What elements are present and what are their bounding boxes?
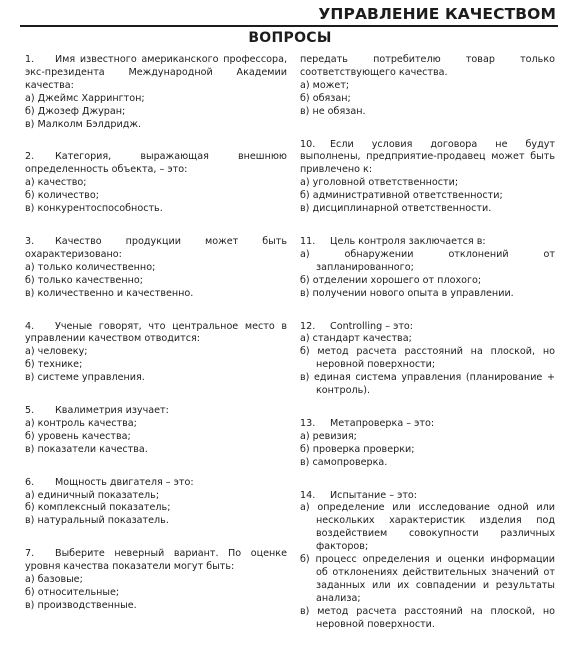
option: в) получении нового опыта в управлении. [300, 287, 514, 299]
option: в) самопроверка. [300, 456, 388, 468]
option: в) дисциплинарной ответственности. [300, 203, 492, 215]
option: б) технике; [25, 359, 83, 371]
question-text: Мощность двигателя – это: [55, 476, 194, 488]
question-14 [300, 490, 555, 632]
header-rule [20, 25, 558, 27]
question-number: 2. [25, 151, 35, 163]
option: в) не обязан. [300, 105, 366, 117]
question-text: Если условия договора не будут выполнены, предприятие-продавец может быть привлечено к: [300, 138, 555, 176]
question-number: 7. [25, 548, 35, 560]
option: б) количество; [25, 190, 99, 202]
question-12 [300, 321, 555, 398]
options-list [300, 431, 555, 470]
options-list [25, 418, 287, 457]
option: в) Малколм Бэлдридж. [25, 118, 142, 130]
options-list [25, 177, 287, 216]
option: а) Джеймс Харрингтон; [25, 92, 145, 104]
question-text: передать потребителю товар только соответствующего качества. [300, 54, 555, 78]
option: б) комплексный показатель; [25, 502, 171, 514]
question-text: Категория, выражающая внешнюю определенность объекта, – это: [25, 151, 287, 176]
option: б) отделении хорошего от плохого; [300, 274, 482, 286]
option: б) только качественно; [25, 274, 143, 286]
question-3 [25, 236, 287, 301]
option: в) метод расчета расстояний на плоской, но неровной поверхности. [300, 605, 555, 630]
question-number: 1. [25, 54, 35, 65]
question-number: 6. [25, 476, 35, 488]
option: а) контроль качества; [25, 417, 137, 429]
question-8-continuation [300, 54, 555, 119]
right-column [300, 54, 555, 652]
option: в) единая система управления (планирование + контроль). [300, 372, 555, 397]
question-number: 13. [300, 417, 316, 429]
options-list [300, 177, 555, 216]
question-13 [300, 418, 555, 470]
option: б) административной ответственности; [300, 190, 503, 202]
option: а) человеку; [25, 346, 88, 358]
question-number: 12. [300, 320, 316, 332]
options-list [300, 502, 555, 631]
options-list [300, 333, 555, 398]
options-list [25, 262, 287, 301]
question-text: Испытание – это: [330, 489, 418, 501]
option: а) единичный показатель; [25, 489, 160, 501]
options-list [300, 80, 555, 119]
option: б) процесс определения и оценки информации об отклонениях действительных значений от заданных или их совпадении и результаты анализа; [300, 554, 555, 604]
option: б) относительные; [25, 587, 120, 598]
option: б) проверка проверки; [300, 443, 415, 455]
question-text: Метапроверка – это: [330, 417, 435, 429]
options-list [25, 346, 287, 385]
option: а) обнаружении отклонений от запланированного; [300, 248, 555, 273]
options-list [25, 93, 287, 132]
question-number: 10. [300, 138, 316, 150]
option: а) определение или исследование одной или нескольких характеристик изделия под воздействием совокупности различных факторов; [300, 502, 555, 553]
question-text: Квалиметрия изучает: [55, 405, 169, 417]
option: а) базовые; [25, 574, 83, 586]
question-4 [25, 321, 287, 386]
options-list [300, 249, 555, 301]
option: б) Джозеф Джуран; [25, 105, 126, 117]
question-number: 5. [25, 405, 35, 417]
header-title: УПРАВЛЕНИЕ КАЧЕСТВОМ [318, 5, 556, 23]
question-text: Качество продукции может быть охарактеризовано: [25, 235, 287, 260]
options-list [25, 574, 287, 613]
option: б) обязан; [300, 92, 351, 104]
question-6 [25, 477, 287, 529]
question-11 [300, 236, 555, 301]
option: а) может; [300, 79, 350, 91]
question-text: Имя известного американского профессора, экс-президента Международной Академии качества: [25, 54, 287, 91]
question-text: Controlling – это: [330, 320, 414, 332]
option: а) уголовной ответственности; [300, 177, 459, 189]
question-7 [25, 548, 287, 613]
question-number: 11. [300, 235, 316, 247]
option: в) количественно и качественно. [25, 287, 194, 299]
option: в) системе управления. [25, 372, 145, 384]
section-title: ВОПРОСЫ [248, 30, 332, 46]
option: в) натуральный показатель. [25, 515, 169, 527]
question-number: 14. [300, 489, 316, 501]
option: в) производственные. [25, 599, 137, 611]
question-text: Ученые говорят, что центральное место в управлении качеством отводится: [25, 320, 287, 345]
option: а) ревизия; [300, 430, 357, 442]
option: а) качество; [25, 177, 87, 189]
question-10 [300, 139, 555, 216]
question-2 [25, 151, 287, 216]
left-column [25, 54, 287, 633]
question-number: 3. [25, 235, 35, 247]
question-5 [25, 405, 287, 457]
question-text: Выберите неверный вариант. По оценке уровня качества показатели могут быть: [25, 548, 287, 573]
option: а) стандарт качества; [300, 333, 412, 345]
option: в) конкурентоспособность. [25, 203, 163, 215]
question-text: Цель контроля заключается в: [330, 235, 486, 247]
option: б) метод расчета расстояний на плоской, но неровной поверхности; [300, 346, 555, 371]
option: в) показатели качества. [25, 443, 148, 455]
question-1 [25, 54, 287, 131]
option: б) уровень качества; [25, 430, 131, 442]
question-number: 4. [25, 320, 35, 332]
options-list [25, 490, 287, 529]
option: а) только количественно; [25, 261, 156, 273]
